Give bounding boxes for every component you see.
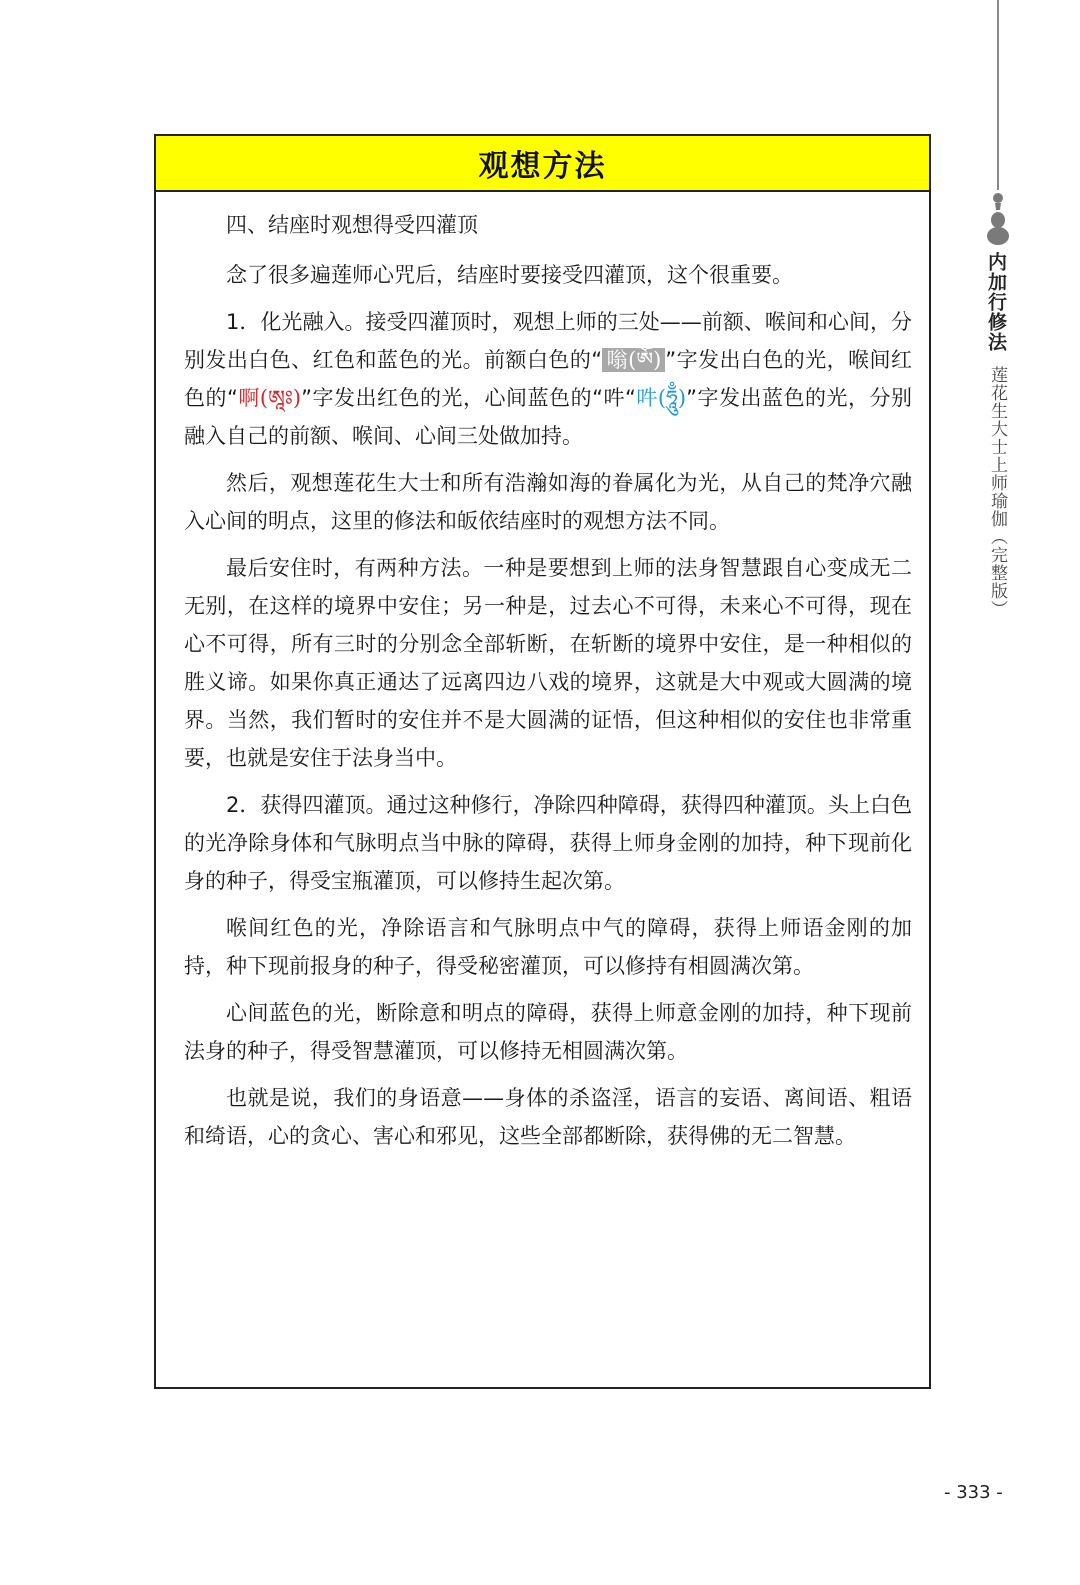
page-number: - 333 -: [944, 1482, 1003, 1503]
om-tibetan-glyph: (ༀ): [628, 348, 662, 372]
section-heading: 四、结座时观想得受四灌顶: [226, 213, 478, 237]
content-body: [184, 206, 912, 1164]
paragraph: 念了很多遍莲师心咒后，结座时要接受四灌顶，这个很重要。: [226, 263, 793, 287]
side-book-title: 莲花生大士上师瑜伽（完整版）: [987, 366, 1007, 618]
ah-tibetan-glyph: (ཨཱཿ): [259, 386, 302, 410]
content-box: [154, 134, 931, 1389]
text-span: 1．化光融入。接受四灌顶时，观想上师的三处——前额、喉间和心间，分别发出白色、红色和蓝色的光。前额白色的“: [184, 310, 912, 372]
box-header: [156, 136, 929, 192]
ah-syllable: [238, 386, 301, 410]
paragraph: 2．获得四灌顶。通过这种修行，净除四种障碍，获得四种灌顶。头上白色的光净除身体和气脉明点当中脉的障碍，获得上师身金刚的加持，种下现前化身的种子，得受宝瓶灌顶，可以修持生起次第。: [184, 793, 912, 893]
side-rule-line: [997, 0, 999, 190]
paragraph: 心间蓝色的光，断除意和明点的障碍，获得上师意金刚的加持，种下现前法身的种子，得受智慧灌顶，可以修持无相圆满次第。: [184, 1001, 912, 1063]
text-span: ”字发出红色的光，心间蓝色的“吽“: [301, 386, 636, 410]
box-title: 观想方法: [478, 149, 607, 184]
paragraph: 喉间红色的光，净除语言和气脉明点中气的障碍，获得上师语金刚的加持，种下现前报身的种子，得受秘密灌顶，可以修持有相圆满次第。: [184, 916, 912, 978]
hum-syllable: [636, 386, 686, 410]
om-chinese: 嗡: [606, 348, 629, 372]
vase-ornament-icon: [985, 188, 1011, 248]
text-span: ”字发出蓝色的光，分别融入自己的前额、喉间、心间三处做加持。: [184, 386, 912, 448]
hum-chinese: 吽: [635, 386, 658, 410]
om-syllable: [602, 348, 665, 372]
paragraph: 最后安住时，有两种方法。一种是要想到上师的法身智慧跟自心变成无二无别，在这样的境界中安住；另一种是，过去心不可得，未来心不可得，现在心不可得，所有三时的分别念全部斩断，在斩断的境界中安住，是一种相似的胜义谛。如果你真正通达了远离四边八戏的境界，这就是大中观或大圆满的境界。当然，我们暂时的安住并不是大圆满的证悟，但这种相似的安住也非常重要，也就是安住于法身当中。: [184, 556, 912, 770]
paragraph: [184, 303, 912, 455]
text-span: ”字发出白色的光，喉间红色的“: [184, 348, 912, 410]
ah-chinese: 啊: [237, 386, 260, 410]
hum-tibetan-glyph: (ཧཱུྃ): [657, 386, 687, 410]
paragraph: 也就是说，我们的身语意——身体的杀盗淫，语言的妄语、离间语、粗语和绮语，心的贪心、害心和邪见，这些全部都断除，获得佛的无二智慧。: [184, 1086, 912, 1148]
side-section-title: 内加行修法: [985, 252, 1007, 352]
paragraph: 然后，观想莲花生大士和所有浩瀚如海的眷属化为光，从自己的梵净穴融入心间的明点，这里的修法和皈依结座时的观想方法不同。: [184, 471, 912, 533]
